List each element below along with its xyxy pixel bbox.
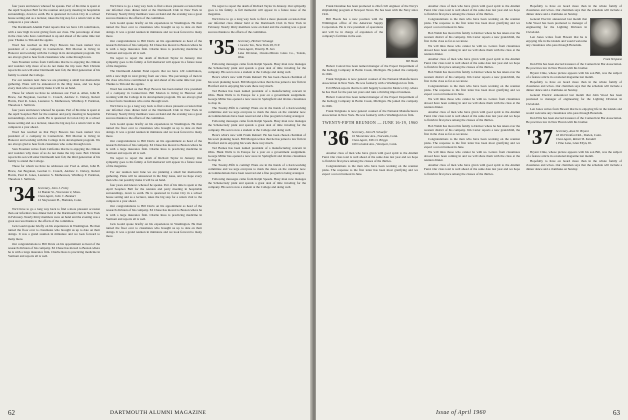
class-secretary: Secretary, Alan W. Bryant <box>555 129 589 133</box>
body-paragraph: Those for whom we have no addresses are: Fred A. Allen, John B. Brace, Jon Bogdeon, Gordon C. Crouch, Andrew C. Delory, Robert Harris, Paul R. Jones, Laurence S. Mathewson, Winthrop F. Purinton, Theodore J. Sullivan. <box>8 164 100 181</box>
body-paragraph: The Twenty-Fifth is coming! Plans are in the hands of a hard-working committee and we urge everyone to mark the dates on the calendar now. Accommodations have been reserved and a fine program is being arranged. <box>208 163 306 176</box>
body-paragraph: Len Jones writes from Hawaii that he is enjoying life in the islands and would welcome any classmates who pass through Honolulu. <box>526 106 622 115</box>
class-year: '37 <box>526 125 553 149</box>
body-paragraph: The Twenty-Fifth is coming! Plans are in the hands of a hard-working committee and we urge everyone to mark the dates on the calendar now. Accommodations have been reserved and a fine program is being arranged. <box>208 106 306 119</box>
body-paragraph: Stan Freeman writes from California that he is enjoying the climate and wonders why more of us do not make the trip west. Bob Christie reports his son will enter Dartmouth next fall, the third generation of his family to attend the College. <box>8 147 100 164</box>
photo-caption: Frank Sirignano <box>603 58 622 62</box>
right-column-3 <box>526 4 622 404</box>
body-paragraph: Bryant Cline, whose picture appears with his son Bill, was the subject of a feature article in a national magazine last month. <box>526 150 622 159</box>
right-column-2 <box>424 4 520 404</box>
body-paragraph: Our congratulations to Bill Davis on his appointment as head of the research division of his company. Ed Chase has moved to Boston where he is with a large insurance firm. Charlie Ross is practicing medicine in Vermont and reports all is well. <box>106 204 202 221</box>
class-secretary-address: 43 Old Stratford Rd., Darien, Conn. <box>555 133 602 138</box>
body-paragraph: The Dartmouth Alumni Fund reports that we have 129 contributors, with a new high in total giving from our class. The percentage of men in the class who have contributed is up and ahead of the same time last year. Thanks to Tim and the agents. <box>106 69 202 86</box>
body-paragraph: For our reunion next June we are planning a small but memorable gathering. Plans will be announced in the May issue, and we hope every man who can possibly make it will be on hand. <box>8 77 100 90</box>
class-secretary-address: 12 Bonair St., Worcester 2, Mass. <box>37 189 81 194</box>
body-paragraph: Hopefully to have on board more than in the whole family of classmates and wives. Our chairman says that the schedule will include a dinner dance and a clambake on Sunday. <box>526 4 622 17</box>
class-agent: Class Agent, Timothy H. Ives <box>237 46 275 51</box>
body-paragraph: Frank Sirignano is now general counsel of the National Manufacturers Association in New York. He was formerly with a Washington law firm. <box>322 108 418 117</box>
section-title-text: TWENTY-FIFTH REUNION — JUNE 16-19, 1960 <box>322 119 418 125</box>
right-column-1 <box>322 4 418 404</box>
class-secretary: Secretary, Herbert Schaupp <box>237 38 274 43</box>
body-paragraph: Frank Sirignano is now general counsel of the National Manufacturers Association in New York. He was formerly with a Washington law firm. <box>322 76 418 86</box>
body-paragraph: Following messages came from Ralph Speeds. Busy man now manages the Schenectady plant and spends a great deal of time traveling for the company. His son is now a student at the College and doing well. <box>208 62 306 75</box>
class-year: '35 <box>208 34 235 59</box>
body-paragraph: four years and knows whereof he speaks. Part of his time is spent at the April Soapbox Ball for the reunion and party meeting in hospitable surroundings, down to earth. He is quartered in Colon City in a school house setting and as a lecturer, takes the big step for a return visit to the campus in a year ahead. <box>8 108 100 129</box>
body-paragraph: The Dartmouth Alumni Fund reports that we have 129 contributors, with a new high in total giving from our class. The percentage of men in the class who have contributed is up and ahead of the same time last year. Thanks to Tim and the agents. <box>8 25 100 42</box>
body-paragraph: Ted Barnes has been named president of a manufacturing concern in Ohio. Hank Wells is in Europe for a year on a government assignment. George Miller has opened a new store in Springfield and invites classmates to drop in. <box>208 145 306 163</box>
class-info <box>352 128 398 146</box>
body-paragraph: Ed O'Brien reports that he is still happily located in Mexico City, where he has lived for the past ten years and runs a thriving import business. <box>322 86 418 95</box>
body-paragraph: We will miss those who cannot be with us. Letters from classmates abroad have been coming in and we will share them with the class at the reunion dinner. <box>424 96 520 110</box>
class-agent: Class Agent, Robert B. Kendall <box>555 137 596 142</box>
class-secretary-address: 1 Gracie Ter., New York 28, N.Y. <box>237 42 281 47</box>
body-paragraph: Hubert Conrad has been named manager of the Export Department of the Kellogg Company in Battle Creek, Michigan. He joined the company in 1946. <box>322 95 418 108</box>
page-number-left: 62 <box>8 409 15 417</box>
body-paragraph: four years and knows whereof he speaks. Part of his time is spent at the April Soapbox Ball for the reunion and party meeting in hospitable surroundings, down to earth. He is quartered in Colon City in a school house setting and as a lecturer, takes the big step for a return visit to the campus in a year ahead. <box>106 182 202 204</box>
body-paragraph: Here's what's new with Frank Reinert: He has been chosen chairman of his town planning board. Bill Morgan writes that he has joined a law firm in Hartford and is enjoying his work there very much. <box>208 75 306 88</box>
body-paragraph: Following messages came from Ralph Speeds. Busy man now manages the Schenectady plant and spends a great deal of time traveling for the company. His son is now a student at the College and doing well. <box>208 176 306 189</box>
body-paragraph: Word has reached us that Hoyt Bowers has been named vice president of a company in Connecticut. Bill Morton is living in Hanover and working with the College in its development program. We are always glad to hear from classmates who come through town. <box>8 42 100 60</box>
body-paragraph: We regret to report the death of Richard Taylor in January. Our sympathy goes to his family. A full memorial will appear in a future issue of the magazine. <box>106 156 202 169</box>
body-paragraph: Don Ellis has been elected treasurer of the Connecticut Bar Association. He practices law in New Haven with his brother. <box>526 115 622 124</box>
body-paragraph: Hopefully to have on board more than in the whole family of classmates and wives. Our chairman says that the schedule will include a dinner dance and a clambake on Sunday. <box>526 159 622 172</box>
issue-footer: Issue of April 1960 <box>436 410 486 416</box>
body-paragraph: Another class of men who have given with good spirit to the Alumni Fund. Our class total is well ahead of the same date last year and we hope to finish in first place among the classes of the thirties. <box>424 4 520 17</box>
body-paragraph: Congratulations to the men who have been working on the reunion plans. The response to the first letter has been most gratifying and we expect a record turnout in June. <box>424 136 520 149</box>
body-paragraph: Another class of men who have given with good spirit to the Alumni Fund. Our class total is well ahead of the same date last year and we hope to finish in first place among the classes of the thirties. <box>322 150 418 163</box>
portrait-photo <box>386 18 418 58</box>
body-paragraph: Frank Donahue has been promoted to chief civil engineer of the Navy's shipbuilding program at Newport News. He has been with the Navy since 1941. <box>322 4 418 17</box>
body-paragraph: Another class of men who have given with good spirit to the Alumni Fund. Our class total is well ahead of the same date last year and we hope to finish in first place among the classes of the thirties. <box>424 110 520 123</box>
body-paragraph: Here's what's new with Frank Reinert: He has been chosen chairman of his town planning board. Bill Morgan writes that he has joined a law firm in Hartford and is enjoying his work there very much. <box>208 132 306 145</box>
class-secretary: Secretary, John H. Schaefer <box>351 129 388 134</box>
page-number-right: 63 <box>613 409 620 417</box>
body-paragraph: Hopefully to have on board more than in the whole family of classmates and wives. Our chairman says that the schedule will include a dinner dance and a clambake on Sunday. <box>526 80 622 93</box>
body-paragraph: We will miss those who cannot be with us. Letters from classmates abroad have been coming in and we will share them with the class at the reunion dinner. <box>424 43 520 57</box>
right-page <box>316 0 628 420</box>
class-info <box>38 184 82 202</box>
body-paragraph: Congratulations to the men who have been working on the reunion plans. The response to the first letter has been most gratifying and we expect a record turnout in June. <box>424 17 520 30</box>
body-paragraph: Bryant Cline, whose picture appears with his son Bill, was the subject of a feature article in a national magazine last month. <box>526 70 622 79</box>
body-paragraph: Ted Barnes has been named president of a manufacturing concern in Ohio. Hank Wells is in Europe for a year on a government assignment. George Miller has opened a new store in Springfield and invites classmates to drop in. <box>208 88 306 105</box>
body-paragraph: four years and knows whereof he speaks. Part of his time is spent at the April Soapbox Ball for the reunion and party meeting in hospitable surroundings, down to earth. He is quartered in Colon City in a school house setting and as a lecturer, takes the big step for a return visit to the campus in a year ahead. <box>8 4 100 25</box>
body-paragraph: Following messages came from Ralph Speeds. Busy man now manages the Schenectady plant and spends a great deal of time traveling for the company. His son is now a student at the College and doing well. <box>208 119 306 132</box>
class-year: '36 <box>322 125 349 150</box>
body-paragraph: Word has reached us that Hoyt Bowers has been named vice president of a company in Connecticut. Bill Morton is living in Hanover and working with the College in its development program. We are always glad to hear from classmates who come through town. <box>8 129 100 146</box>
body-paragraph: General Electric announced last month that John Wood has been promoted to manager of engineering for the Lighting Division in Cleveland. <box>526 17 587 34</box>
left-column-1 <box>8 4 100 404</box>
left-page <box>0 0 312 420</box>
body-paragraph: Len Jones writes from Hawaii that he is enjoying life in the islands and would welcome any classmates who pass through Honolulu. <box>526 34 587 47</box>
body-paragraph: Jack Gould spoke briefly on his experiences in Washington. He then turned the floor over to classmates who brought us up to date on their doings. It was a grand reunion in miniature and we look forward to many more. <box>8 224 100 241</box>
body-paragraph: Another class of men who have given with good spirit to the Alumni Fund. Our class total is well ahead of the same date last year and we hope to finish in first place among the classes of the thirties. <box>424 57 520 70</box>
class-1936-heading <box>322 125 418 150</box>
class-agent: Class Agent, Ellis O. Briggs <box>351 138 388 142</box>
class-info <box>238 37 306 59</box>
class-agent-address: 12 Stuyvesant Pl., Hamden, Conn. <box>37 198 82 203</box>
class-year: '34 <box>8 181 35 206</box>
body-paragraph: Hubert Conrad has been named manager of the Export Department of the Kellogg Company in Battle Creek, Michigan. He joined the company in 1946. <box>322 63 418 76</box>
class-secretary-address: 16 Shoreview Ave., Norwalk, Conn. <box>351 133 398 138</box>
class-1934-heading <box>8 181 100 206</box>
body-paragraph: Bob Walsh has moved his family to Denver where he has taken over the western district of his company. Jim Carter reports a new grandchild, the first in the class as far as we know. <box>424 30 520 43</box>
magazine-footer: DARTMOUTH ALUMNI MAGAZINE <box>110 410 207 416</box>
body-paragraph: Congratulations to the men who have been working on the reunion plans. The response to the first letter has been most gratifying and we expect a record turnout in June. <box>322 164 418 177</box>
class-agent: Class Agent, John C. Bankart <box>37 194 76 199</box>
body-paragraph: Bill Hoods has a new position with the Wilmington office of the American Supply Corporation. He is vice president of operations and will be in charge of expansion of the company's facilities in the east. <box>322 17 383 38</box>
body-paragraph: We'd have to go a long way back to find a more pleasant occasion than our informal class dinner held at the Dartmouth Club in New York in February. Nearly thirty members were on hand and the evening was a great success thanks to the efforts of the committee. <box>208 17 306 34</box>
body-paragraph: We will miss those who cannot be with us. Letters from classmates abroad have been coming in and we will share them with the class at the reunion dinner. <box>424 150 520 163</box>
class-info <box>556 127 602 145</box>
photo-caption: Bill Hoods <box>405 60 418 64</box>
class-agent-address: Lake Division, Owens-Illinois Glass Co., Toledo, Ohio <box>237 50 306 60</box>
section-title <box>322 120 418 125</box>
body-paragraph: Another class of men who have given with good spirit to the Alumni Fund. Our class total is well ahead of the same date last year and we hope to finish in first place among the classes of the thirties. <box>424 163 520 176</box>
body-paragraph: Word has reached us that Hoyt Bowers has been named vice president of a company in Connecticut. Bill Morton is living in Hanover and working with the College in its development program. We are always glad to hear from classmates who come through town. <box>106 86 202 104</box>
body-paragraph: Congratulations to the men who have been working on the reunion plans. The response to the first letter has been most gratifying and we expect a record turnout in June. <box>424 83 520 96</box>
body-paragraph: Our congratulations to Bill Davis on his appointment as head of the research division of his company. Ed Chase has moved to Boston where he is with a large insurance firm. Charlie Ross is practicing medicine in Vermont and reports all is well. <box>106 138 202 156</box>
class-agent-address: 1 Pine Lane, Glen Ellyn, Ill. <box>555 141 592 146</box>
body-paragraph: We'd have to go a long way back to find a more pleasant occasion than our informal class dinner held at the Dartmouth Club in New York in February. Nearly thirty members were on hand and the evening was a great success thanks to the efforts of the committee. <box>106 4 202 21</box>
class-1937-heading <box>526 127 622 147</box>
body-paragraph: We'd have to go a long way back to find a more pleasant occasion than our informal class dinner held at the Dartmouth Club in New York in February. Nearly thirty members were on hand and the evening was a great success thanks to the efforts of the committee. <box>106 104 202 121</box>
body-paragraph: We regret to report the death of Richard Taylor in January. Our sympathy goes to his family. A full memorial will appear in a future issue of the magazine. <box>208 4 306 17</box>
body-paragraph: General Electric announced last month that John Wood has been promoted to manager of engineering for the Lighting Division in Cleveland. <box>526 93 622 106</box>
body-paragraph: Bob Walsh has moved his family to Denver where he has taken over the western district of his company. Jim Carter reports a new grandchild, the first in the class as far as we know. <box>424 70 520 83</box>
left-column-3 <box>208 4 306 404</box>
body-paragraph: Jack Gould spoke briefly on his experiences in Washington. He then turned the floor over to classmates who brought us up to date on their doings. It was a grand reunion in miniature and we look forward to many more. <box>106 221 202 238</box>
body-paragraph: Stan Freeman writes from California that he is enjoying the climate and wonders why more of us do not make the trip west. Bob Christie reports his son will enter Dartmouth next fall, the third generation of his family to attend the College. <box>8 60 100 77</box>
body-paragraph: We regret to report the death of Richard Taylor in January. Our sympathy goes to his family. A full memorial will appear in a future issue of the magazine. <box>106 56 202 69</box>
body-paragraph: Our congratulations to Bill Davis on his appointment as head of the research division of his company. Ed Chase has moved to Boston where he is with a large insurance firm. Charlie Ross is practicing medicine in Vermont and reports all is well. <box>8 241 100 258</box>
body-paragraph: Don Ellis has been elected treasurer of the Connecticut Bar Association. He practices law in New Haven with his brother. <box>526 61 622 70</box>
body-paragraph: Bob Walsh has moved his family to Denver where he has taken over the western district of his company. Jim Carter reports a new grandchild, the first in the class as far as we know. <box>424 123 520 136</box>
left-column-2 <box>106 4 202 404</box>
body-paragraph: Our congratulations to Bill Davis on his appointment as head of the research division of his company. Ed Chase has moved to Boston where he is with a large insurance firm. Charlie Ross is practicing medicine in Vermont and reports all is well. <box>106 38 202 56</box>
body-paragraph: Those for whom we have no addresses are: Fred A. Allen, John B. Brace, Jon Bogdeon, Gordon C. Crouch, Andrew C. Delory, Robert Harris, Paul R. Jones, Laurence S. Mathewson, Winthrop F. Purinton, Theodore J. Sullivan. <box>8 90 100 108</box>
body-paragraph: Jack Gould spoke briefly on his experiences in Washington. He then turned the floor over to classmates who brought us up to date on their doings. It was a grand reunion in miniature and we look forward to many more. <box>106 21 202 38</box>
body-paragraph: Jack Gould spoke briefly on his experiences in Washington. He then turned the floor over to classmates who brought us up to date on their doings. It was a grand reunion in miniature and we look forward to many more. <box>106 121 202 138</box>
body-paragraph: We'd have to go a long way back to find a more pleasant occasion than our informal class dinner held at the Dartmouth Club in New York in February. Nearly thirty members were on hand and the evening was a great success thanks to the efforts of the committee. <box>8 206 100 224</box>
portrait-photo <box>590 18 622 56</box>
class-agent-address: 169 Colonial Ave., Westport, Conn. <box>351 142 398 147</box>
body-paragraph: For our reunion next June we are planning a small but memorable gathering. Plans will be announced in the May issue, and we hope every man who can possibly make it will be on hand. <box>106 169 202 182</box>
class-1935-heading <box>208 34 306 60</box>
class-secretary: Secretary, John J. Foley <box>37 185 69 190</box>
